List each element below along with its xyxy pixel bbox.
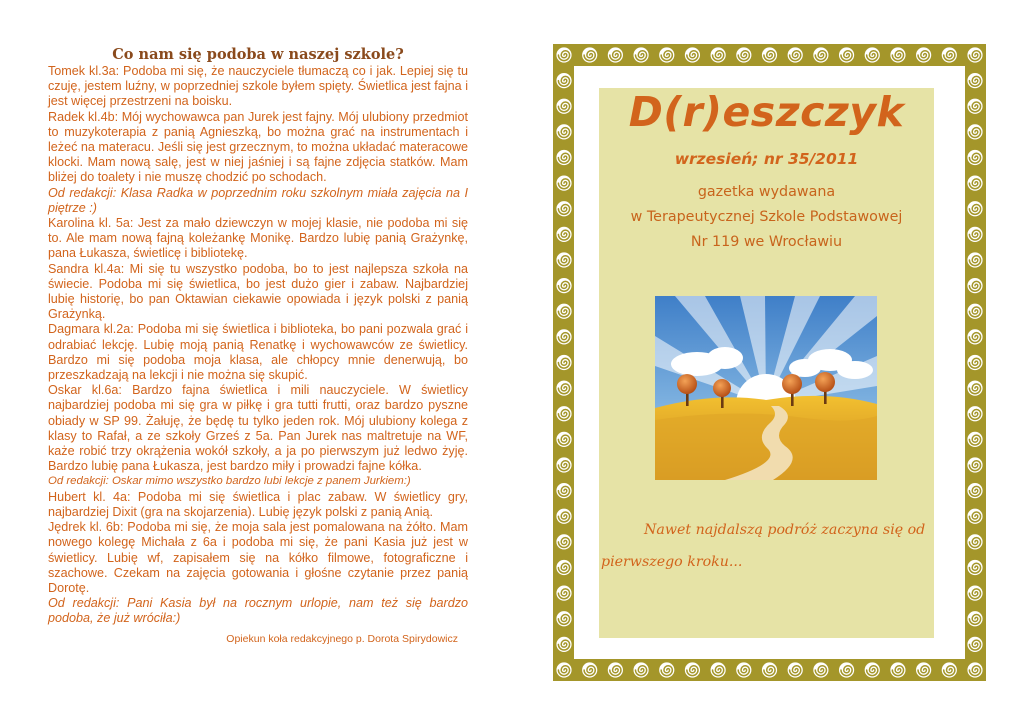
spiral-ornament-icon — [556, 252, 571, 267]
spiral-ornament-icon — [967, 176, 982, 191]
spiral-ornament-icon — [582, 662, 597, 677]
issue-info: wrzesień; nr 35/2011 — [674, 150, 859, 168]
paragraph-karolina: Karolina kl. 5a: Jest za mało dziewczyn w mojej klasie, nie podoba mi się to. Ale mam nową fajną koleżankę Monikę. Bardzo lubię panią Grażynkę, pana Łukasza, świetlicę i bibliotekę. — [48, 216, 468, 261]
spiral-ornament-icon — [967, 201, 982, 216]
left-page — [48, 46, 468, 645]
spiral-ornament-icon — [736, 662, 751, 677]
spiral-ornament-icon — [556, 662, 571, 677]
spiral-ornament-icon — [556, 509, 571, 524]
subtitle-line-2: w Terapeutycznej Szkole Podstawowej — [630, 209, 903, 225]
spiral-ornament-icon — [556, 355, 571, 370]
spiral-ornament-icon — [556, 150, 571, 165]
spiral-ornament-icon — [556, 304, 571, 319]
spiral-ornament-icon — [556, 611, 571, 626]
spiral-ornament-icon — [967, 637, 982, 652]
spiral-ornament-icon — [556, 176, 571, 191]
spiral-ornament-icon — [942, 662, 957, 677]
paragraph-oskar: Oskar kl.6a: Bardzo fajna świetlica i mili nauczyciele. W świetlicy najbardziej podoba mi się gra w piłkę i gra tutti frutti, oraz bardzo pyszne obiady w SP 99. Żałuję, że będę tu tylko jeden rok. Mój ulubiony kolega z klasy to Rafał, a ze szkoły Grześ z 5a. Pan Jurek nas maltretuje na WF, każe robić trzy okrążenia wokół szkoły, a ja po pierwszym już ledwo żyję. Bardzo lubię pana Łukasza, jest bardzo miły i prowadzi fajne kółka. — [48, 383, 468, 474]
motto-line-1: Nawet najdalszą podróż zaczyna się od — [644, 522, 926, 538]
article-body — [48, 64, 468, 627]
spiral-ornament-icon — [659, 47, 674, 62]
spiral-ornament-icon — [967, 304, 982, 319]
spiral-ornament-icon — [556, 406, 571, 421]
spiral-ornament-icon — [556, 457, 571, 472]
spiral-ornament-icon — [556, 432, 571, 447]
spiral-ornament-icon — [556, 637, 571, 652]
spiral-ornament-icon — [967, 662, 982, 677]
paragraph-hubert: Hubert kl. 4a: Podoba mi się świetlica i plac zabaw. W świetlicy gry, najbardziej Dixit (gra na skojarzenia). Lubię język polski z panią Anią. — [48, 489, 468, 519]
spiral-ornament-icon — [967, 227, 982, 242]
spiral-ornament-icon — [967, 406, 982, 421]
spiral-ornament-icon — [967, 124, 982, 139]
spiral-ornament-icon — [890, 662, 905, 677]
spiral-ornament-icon — [942, 47, 957, 62]
spiral-ornament-icon — [556, 124, 571, 139]
spiral-ornament-icon — [633, 47, 648, 62]
spiral-ornament-icon — [967, 381, 982, 396]
spiral-ornament-icon — [865, 47, 880, 62]
paragraph-dagmara: Dagmara kl.2a: Podoba mi się świetlica i biblioteka, bo pani pozwala grać i odrabiać lekcję. Lubię moją panią Renatkę i wychowawców ze świetlicy. Bardzo mi się podoba moja klasa, ale chłopcy mnie denerwują, bo przeszkadzają na lekcji i nie można się skupić. — [48, 322, 468, 383]
spiral-ornament-icon — [556, 99, 571, 114]
spiral-ornament-icon — [736, 47, 751, 62]
spiral-ornament-icon — [916, 47, 931, 62]
spiral-ornament-icon — [788, 662, 803, 677]
spiral-ornament-icon — [556, 73, 571, 88]
spiral-ornament-icon — [762, 662, 777, 677]
spiral-ornament-icon — [556, 586, 571, 601]
subtitle-line-3: Nr 119 we Wrocławiu — [690, 234, 843, 250]
spiral-ornament-icon — [967, 509, 982, 524]
spiral-ornament-icon — [967, 586, 982, 601]
spiral-ornament-icon — [967, 150, 982, 165]
spiral-ornament-icon — [967, 252, 982, 267]
sunrise-landscape-icon — [655, 296, 877, 480]
editorial-note-kasia: Od redakcji: Pani Kasia był na rocznym urlopie, nam też się bardzo podoba, że już wróciła:) — [48, 596, 468, 626]
spiral-ornament-icon — [967, 99, 982, 114]
paragraph-radek: Radek kl.4b: Mój wychowawca pan Jurek jest fajny. Mój ulubiony przedmiot to muzykoterapia z panią Agnieszką, bo można grać na instrumentach i leżeć na materacu. Jeśli się jest grzecznym, to można układać materacowe klocki. Mam nową salę, jest w niej jaśniej i są fajne zdjęcia statków. Mam bliżej do toalety i nie muszę chodzić po schodach. — [48, 109, 468, 185]
spiral-ornament-icon — [685, 47, 700, 62]
article-title: Co nam się podoba w naszej szkole? — [112, 46, 404, 63]
spiral-ornament-icon — [967, 483, 982, 498]
motto-line-2: pierwszego kroku... — [601, 554, 743, 570]
spiral-ornament-icon — [788, 47, 803, 62]
spiral-ornament-icon — [813, 47, 828, 62]
spiral-ornament-icon — [556, 329, 571, 344]
spiral-ornament-icon — [916, 662, 931, 677]
spiral-ornament-icon — [967, 73, 982, 88]
spiral-ornament-icon — [762, 47, 777, 62]
spiral-ornament-icon — [659, 662, 674, 677]
spiral-ornament-icon — [813, 662, 828, 677]
spiral-ornament-icon — [556, 278, 571, 293]
spiral-ornament-icon — [890, 47, 905, 62]
spiral-ornament-icon — [556, 560, 571, 575]
editorial-note-oskar: Od redakcji: Oskar mimo wszystko bardzo lubi lekcje z panem Jurkiem:) — [48, 475, 411, 488]
spiral-ornament-icon — [967, 329, 982, 344]
paragraph-tomek: Tomek kl.3a: Podoba mi się, że nauczyciele tłumaczą co i jak. Lepiej się tu czuję, jestem luźny, w poprzedniej szkole byłem spięty. Świetlica jest fajna i jest więcej przestrzeni na boisku. — [48, 64, 468, 109]
spiral-ornament-icon — [556, 483, 571, 498]
spiral-ornament-icon — [967, 534, 982, 549]
spiral-ornament-icon — [556, 381, 571, 396]
cover-panel — [599, 88, 934, 638]
spiral-ornament-icon — [556, 201, 571, 216]
paragraph-sandra: Sandra kl.4a: Mi się tu wszystko podoba, bo to jest najlepsza szkoła na świecie. Podoba mi się świetlica, bo jest dużo gier i zabaw. Najbardziej lubię historię, bo pan Oktawian ciekawie opowiada i język polski z panią Grażynką. — [48, 261, 468, 322]
spiral-ornament-icon — [608, 47, 623, 62]
spiral-ornament-icon — [967, 457, 982, 472]
subtitle-line-1: gazetka wydawana — [697, 184, 836, 200]
spiral-ornament-icon — [608, 662, 623, 677]
spiral-ornament-icon — [865, 662, 880, 677]
signature: Opiekun koła redakcyjnego p. Dorota Spirydowicz — [226, 632, 458, 645]
spiral-ornament-icon — [839, 47, 854, 62]
spiral-ornament-icon — [967, 611, 982, 626]
spiral-ornament-icon — [967, 432, 982, 447]
spiral-ornament-icon — [633, 662, 648, 677]
spiral-ornament-icon — [967, 47, 982, 62]
spiral-ornament-icon — [967, 278, 982, 293]
spiral-ornament-icon — [967, 560, 982, 575]
spiral-ornament-icon — [839, 662, 854, 677]
spiral-ornament-icon — [711, 662, 726, 677]
newsletter-title: D(r)eszczyk — [628, 88, 905, 136]
spiral-ornament-icon — [967, 355, 982, 370]
spiral-ornament-icon — [582, 47, 597, 62]
spiral-ornament-icon — [711, 47, 726, 62]
paragraph-jedrek: Jędrek kl. 6b: Podoba mi się, że moja sala jest pomalowana na żółto. Mam nowego kolegę Michała z 6a i podoba mi się, że pani Kasia już jest w świetlicy. Lubię wf, zapisałem się na kółko filmowe, fotograficzne i szachowe. Czekam na zajęcia gotowania i głośne czytanie przez panią Dorotę. — [48, 520, 468, 595]
spiral-ornament-icon — [685, 662, 700, 677]
spiral-ornament-icon — [556, 534, 571, 549]
editorial-note-radek: Od redakcji: Klasa Radka w poprzednim roku szkolnym miała zajęcia na I piętrze :) — [48, 185, 468, 215]
spiral-ornament-icon — [556, 227, 571, 242]
spiral-ornament-icon — [556, 47, 571, 62]
